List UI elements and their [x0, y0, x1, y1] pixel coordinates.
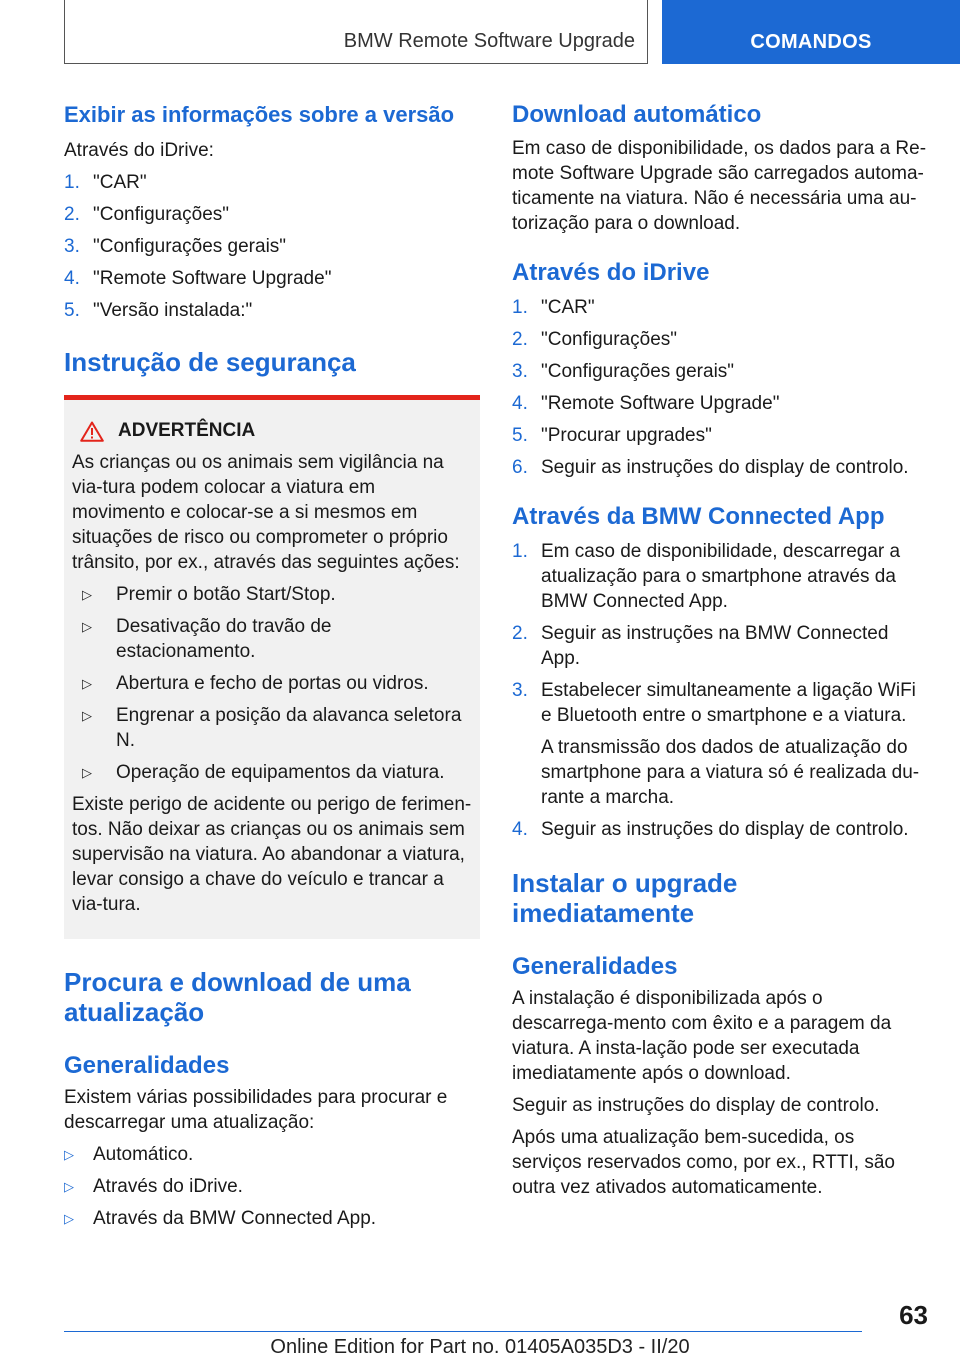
triangle-bullet-icon: ▷ — [64, 1211, 74, 1226]
heading-general: Generalidades — [64, 1052, 230, 1079]
footer-edition: Online Edition for Part no. 01405A035D3 - II/20 — [270, 1336, 690, 1358]
list-item: ▷ Automático. — [64, 1144, 194, 1165]
heading-install-now: Instalar o upgrade imediatamente — [512, 868, 738, 928]
warning-bullets — [72, 582, 472, 785]
warning-title — [80, 420, 472, 442]
install-paragraph-2: Seguir as instruções do display de controlo. — [512, 1095, 880, 1116]
app-steps — [512, 539, 928, 842]
list-item: ▷ Engrenar a posição da alavanca seletora N. — [82, 705, 462, 751]
right-column — [512, 100, 928, 1200]
list-item: ▷ Através da BMW Connected App. — [64, 1208, 377, 1229]
version-intro: Através do iDrive: — [64, 140, 214, 161]
list-item: 2. "Configurações" — [64, 204, 230, 225]
triangle-bullet-icon: ▷ — [82, 676, 92, 691]
general-bullets — [64, 1142, 480, 1231]
header-section-box — [64, 0, 648, 64]
list-item: 5. "Procurar upgrades" — [512, 425, 712, 446]
page-number: 63 — [899, 1300, 928, 1330]
list-item: ▷ Através do iDrive. — [64, 1176, 243, 1197]
list-item: 3. Estabelecer simultaneamente a ligação WiFi e Bluetooth entre o smartphone e a viatura. A transmissão dos dados de atualização do smartphone para a viatura só é realizada du-rante a marcha. — [512, 678, 928, 810]
heading-search-download: Procura e download de uma atualização — [64, 967, 411, 1027]
list-item: 5. "Versão instalada:" — [64, 300, 253, 321]
version-steps — [64, 170, 480, 323]
list-item: 4. "Remote Software Upgrade" — [512, 393, 780, 414]
triangle-bullet-icon: ▷ — [82, 765, 92, 780]
warning-triangle-icon — [80, 421, 104, 442]
list-item: ▷ Premir o botão Start/Stop. — [82, 584, 336, 605]
list-item: 1. Em caso de disponibilidade, descarregar a atualização para o smartphone através da BMW Connected App. — [512, 541, 901, 612]
triangle-bullet-icon: ▷ — [64, 1179, 74, 1194]
list-item: 1. "CAR" — [512, 297, 595, 318]
heading-via-idrive: Através do iDrive — [512, 259, 710, 286]
left-column — [64, 100, 480, 1231]
header-chapter-tab — [662, 0, 960, 64]
list-item: 3. "Configurações gerais" — [512, 361, 735, 382]
list-item: 2. Seguir as instruções na BMW Connected App. — [512, 623, 889, 669]
list-item: ▷ Desativação do travão de estacionamento. — [82, 616, 332, 662]
warning-title-text: ADVERTÊNCIA — [118, 420, 256, 441]
list-item: 4. "Remote Software Upgrade" — [64, 268, 332, 289]
footer-divider — [64, 1331, 862, 1332]
list-item: 1. "CAR" — [64, 172, 147, 193]
heading-version-info: Exibir as informações sobre a versão — [64, 102, 455, 127]
triangle-bullet-icon: ▷ — [82, 587, 92, 602]
list-item: ▷ Operação de equipamentos da viatura. — [82, 762, 445, 783]
list-item: ▷ Abertura e fecho de portas ou vidros. — [82, 673, 429, 694]
heading-auto-download: Download automático — [512, 101, 762, 128]
heading-general-2: Generalidades — [512, 953, 678, 980]
heading-safety: Instrução de segurança — [64, 347, 356, 377]
list-item: 2. "Configurações" — [512, 329, 678, 350]
triangle-bullet-icon: ▷ — [64, 1147, 74, 1162]
header-section-title: BMW Remote Software Upgrade — [343, 30, 635, 52]
triangle-bullet-icon: ▷ — [82, 708, 92, 723]
list-item: 6. Seguir as instruções do display de controlo. — [512, 457, 909, 478]
heading-via-connected-app: Através da BMW Connected App — [512, 503, 885, 530]
list-item: 4. Seguir as instruções do display de controlo. — [512, 819, 909, 840]
warning-box — [64, 395, 480, 939]
install-paragraph-1: A instalação é disponibilizada após o descarrega-mento com êxito e a paragem da viatura. A insta-lação pode ser executada imediatamente após o download. — [512, 988, 892, 1084]
auto-download-text: Em caso de disponibilidade, os dados para a Re-mote Software Upgrade são carregados automa-ticamente na viatura. Não é necessária uma au-torização para o download. — [512, 138, 927, 234]
idrive-steps — [512, 295, 928, 480]
warning-paragraph-1: As crianças ou os animais sem vigilância na via-tura podem colocar a viatura em movimento e colocar-se a si mesmos em situações de risco ou comprometer o próprio trânsito, por ex., através das seguintes ações: — [72, 452, 460, 573]
header-chapter-label: COMANDOS — [750, 31, 872, 53]
list-item: 3. "Configurações gerais" — [64, 236, 287, 257]
general-text: Existem várias possibilidades para procurar e descarregar uma atualização: — [64, 1087, 448, 1133]
warning-paragraph-2: Existe perigo de acidente ou perigo de ferimen-tos. Não deixar as crianças ou os animais sem supervisão na viatura. Ao abandonar a viatura, levar consigo a chave do veículo e trancar a via-tura. — [72, 794, 472, 915]
install-paragraph-3: Após uma atualização bem-sucedida, os serviços reservados como, por ex., RTTI, são outra vez ativados automaticamente. — [512, 1127, 895, 1198]
triangle-bullet-icon: ▷ — [82, 619, 92, 634]
app-step-3-note: A transmissão dos dados de atualização do smartphone para a viatura só é realizada du-rante a marcha. — [541, 737, 920, 808]
